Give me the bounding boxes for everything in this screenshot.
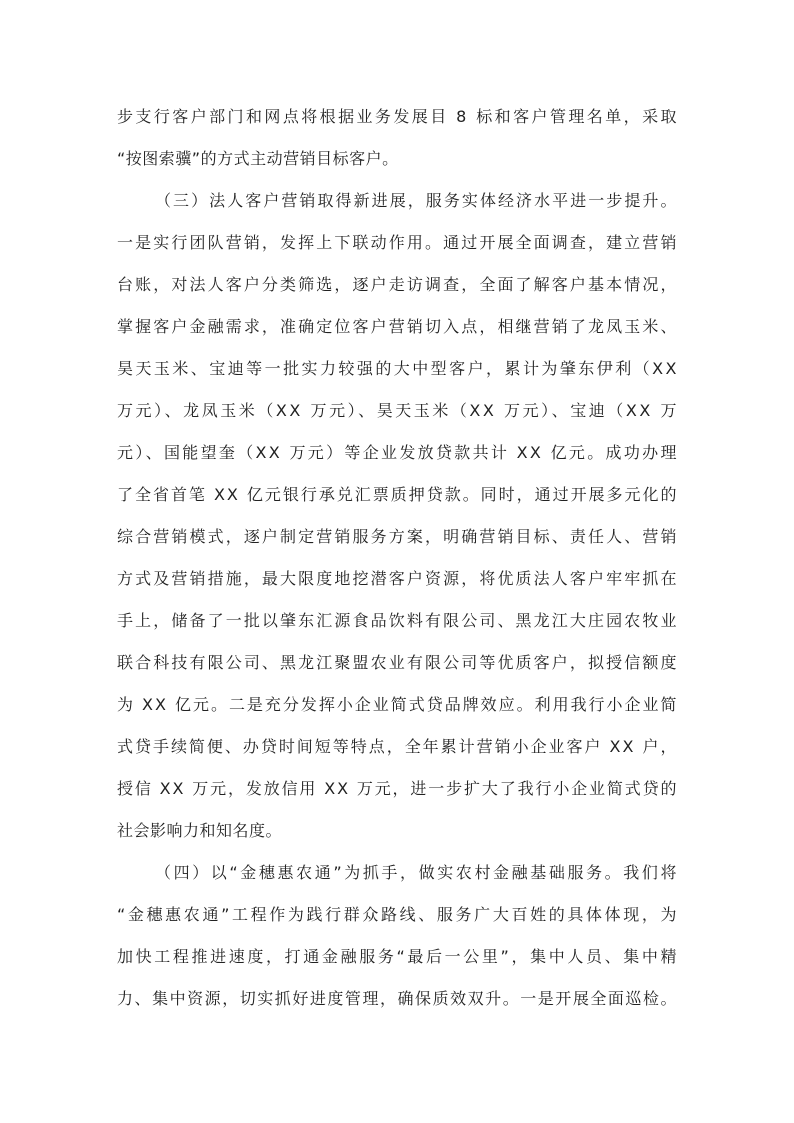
- body-text-line: 了全省首笔 XX 亿元银行承兑汇票质押贷款。同时，通过开展多元化的: [117, 485, 679, 504]
- body-text-line: 综合营销模式，逐户制定营销服务方案，明确营销目标、责任人、营销: [117, 527, 679, 546]
- body-text-line: 元）、国能望奎（XX 万元）等企业发放贷款共计 XX 亿元。成功办理: [117, 443, 679, 462]
- body-text-line: 万元）、龙凤玉米（XX 万元）、昊天玉米（XX 万元）、宝迪（XX 万: [117, 401, 680, 420]
- body-text-line: “金穗惠农通”工程作为践行群众路线、服务广大百姓的具体体现，为: [117, 905, 680, 924]
- body-text-line: 步支行客户部门和网点将根据业务发展目 8 标和客户管理名单，采取: [117, 107, 679, 126]
- body-text-line: 式贷手续简便、办贷时间短等特点，全年累计营销小企业客户 XX 户，: [117, 737, 679, 756]
- body-text-line: 掌握客户金融需求，准确定位客户营销切入点，相继营销了龙凤玉米、: [117, 317, 679, 336]
- body-text-line: 加快工程推进速度，打通金融服务“最后一公里”，集中人员、集中精: [117, 947, 680, 966]
- body-text-line: 方式及营销措施，最大限度地挖潜客户资源，将优质法人客户牢牢抓在: [117, 569, 679, 588]
- section-heading-3: （三）法人客户营销取得新进展，服务实体经济水平进一步提升。: [155, 191, 679, 210]
- section-heading-4: （四）以“金穗惠农通”为抓手，做实农村金融基础服务。我们将: [155, 863, 680, 882]
- body-text-line: 手上，储备了一批以肇东汇源食品饮料有限公司、黑龙江大庄园农牧业: [117, 611, 679, 630]
- body-text-line: 授信 XX 万元，发放信用 XX 万元，进一步扩大了我行小企业简式贷的: [117, 779, 679, 798]
- body-text-line: 为 XX 亿元。二是充分发挥小企业简式贷品牌效应。利用我行小企业简: [117, 695, 679, 714]
- body-text-line: 昊天玉米、宝迪等一批实力较强的大中型客户，累计为肇东伊利（XX: [117, 359, 679, 378]
- body-text-line: 台账，对法人客户分类筛选，逐户走访调查，全面了解客户基本情况，: [117, 275, 679, 294]
- body-text-line: 力、集中资源，切实抓好进度管理，确保质效双升。一是开展全面巡检。: [117, 989, 679, 1008]
- body-text-line: 社会影响力和知名度。: [117, 821, 283, 840]
- body-text-line: 一是实行团队营销，发挥上下联动作用。通过开展全面调查，建立营销: [117, 233, 679, 252]
- body-text-line: 联合科技有限公司、黑龙江聚盟农业有限公司等优质客户，拟授信额度: [117, 653, 679, 672]
- body-text-line: “按图索骥”的方式主动营销目标客户。: [117, 149, 399, 168]
